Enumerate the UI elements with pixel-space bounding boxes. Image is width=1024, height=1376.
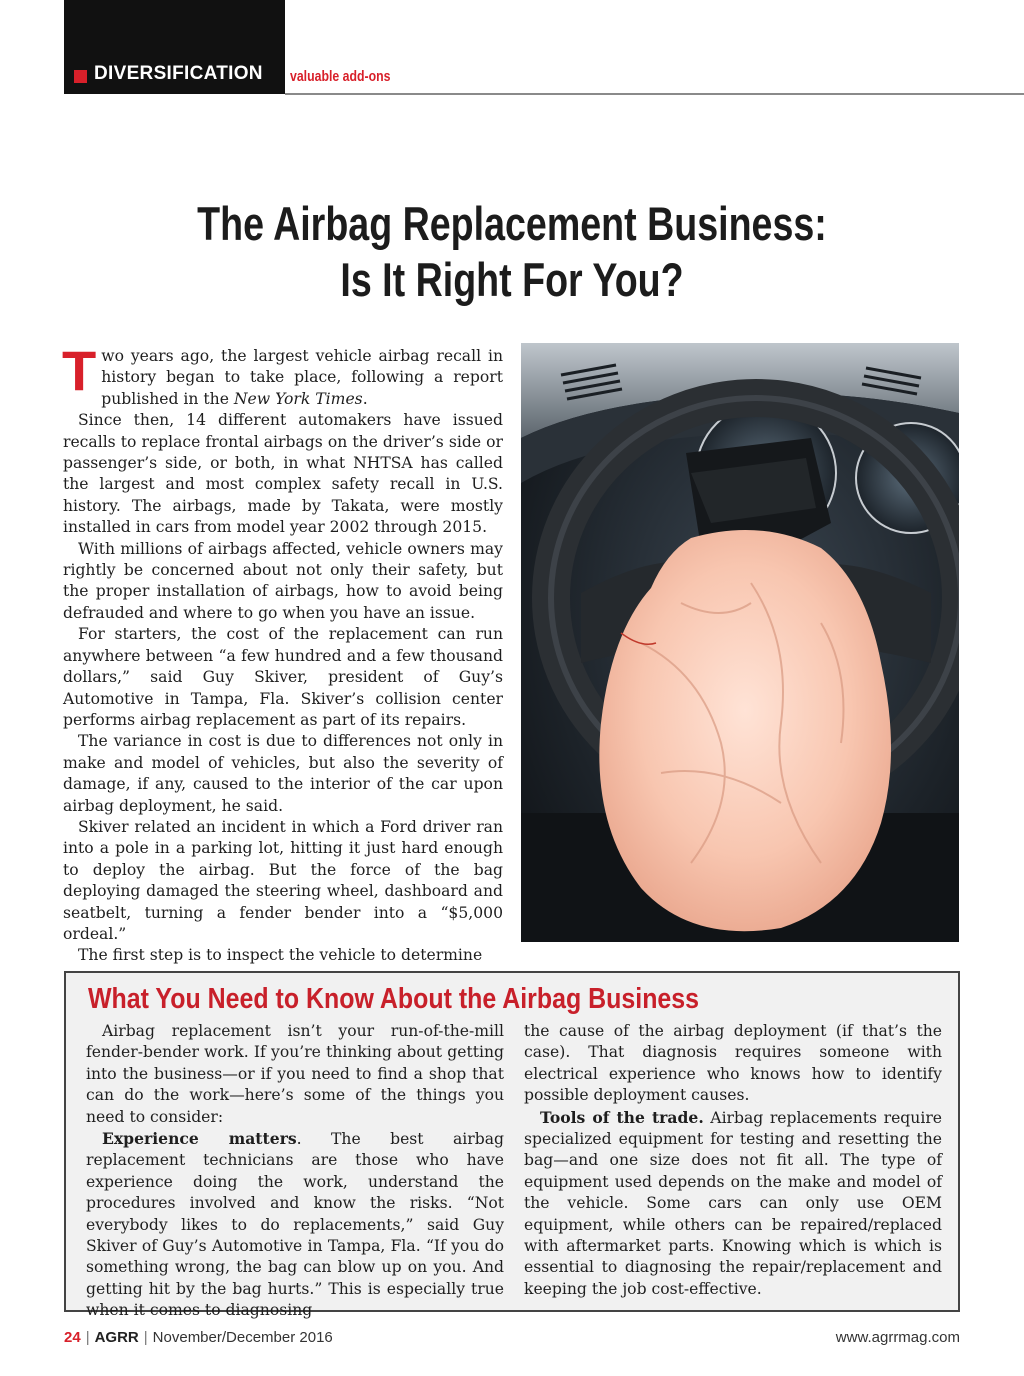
header-rule bbox=[285, 93, 1024, 95]
experience-heading: Experience matters bbox=[102, 1129, 297, 1149]
sidebar-box bbox=[64, 971, 960, 1320]
experience-text: . The best airbag replacement technicians are those who have experience doing the work, understand the procedures involved and know the risks. “Not everybody likes to do replacements,” said Guy Skiver of Guy’s Automotive in Tampa, Fla. “If you do something wrong, the bag can blow up on you. And getting hit by the bag hurts.” This is especially true when it comes to diagnosing bbox=[86, 1130, 504, 1320]
page-number: 24 bbox=[64, 1329, 81, 1346]
sidebar-title: What You Need to Know About the Airbag Business bbox=[88, 983, 700, 1015]
footer-separator: | bbox=[85, 1329, 90, 1346]
article-paragraph-4: For starters, the cost of the replacement can run anywhere between “a few hundred and a few thousand dollars,” said Guy Skiver, president of Guy’s Automotive in Tampa, Fla. Skiver’s collision center performs airbag replacement as part of its repairs. bbox=[63, 625, 503, 729]
sidebar-experience-paragraph bbox=[86, 1128, 504, 1322]
article-paragraph-7: The first step is to inspect the vehicle to determine bbox=[78, 946, 483, 965]
footer-url[interactable]: www.agrrmag.com bbox=[835, 1329, 960, 1346]
sidebar-column-left bbox=[86, 1021, 504, 1322]
sidebar-intro: Airbag replacement isn’t your run-of-the-mill fender-bender work. If you’re thinking about getting into the business—or if you need to find a shop that can do the work—here’s some of the things you need to consider: bbox=[86, 1022, 504, 1126]
section-label: DIVERSIFICATION bbox=[94, 63, 263, 84]
article-body bbox=[62, 339, 503, 967]
magazine-name: AGRR bbox=[94, 1329, 139, 1346]
article-paragraph-2: Since then, 14 different automakers have issued recalls to replace frontal airbags on the driver’s side or passenger’s side, or both, in what NHTSA has called the largest and most complex safety recall in U.S. history. The airbags, made by Takata, were mostly installed in cars from model year 2002 through 2015. bbox=[63, 411, 503, 537]
sidebar-tools-paragraph bbox=[524, 1107, 942, 1301]
sidebar-column-right bbox=[524, 1021, 942, 1300]
p1-text-start: wo years ago, the largest vehicle airbag recall in history began to take place, following a report published in the bbox=[101, 347, 503, 408]
footer-left bbox=[64, 1329, 333, 1346]
footer-separator: | bbox=[143, 1329, 148, 1346]
section-marker-square bbox=[74, 70, 87, 83]
p1-text-end: . bbox=[362, 389, 368, 408]
article-paragraph-6: Skiver related an incident in which a Ford driver ran into a pole in a parking lot, hitting it just hard enough to deploy the airbag. But the force of the bag deploying damaged the steering wheel, dashboard and seatbelt, turning a fender bender into a “$5,000 ordeal.” bbox=[63, 817, 503, 943]
deployed-airbag-photo bbox=[521, 343, 959, 942]
p1-source-title: New York Times bbox=[233, 389, 363, 408]
issue-date: November/December 2016 bbox=[152, 1329, 333, 1346]
article-paragraph-1 bbox=[62, 339, 503, 410]
article-paragraph-3: With millions of airbags affected, vehicle owners may rightly be concerned about not only their safety, but the proper installation of airbags, how to avoid being defrauded and where to go when you have an issue. bbox=[63, 539, 503, 622]
tools-text: Airbag replacements require specialized equipment for testing and resetting the bag—and one size does not fit all. The type of equipment used depends on the make and model of the vehicle. Some cars can only use OEM equipment, while others can be repaired/replaced with aftermarket parts. Knowing which is which is essential to diagnosing the repair/replacement and keeping the job cost-effective. bbox=[524, 1108, 942, 1298]
article-headline bbox=[0, 196, 1024, 308]
drop-cap: T bbox=[62, 339, 97, 402]
sidebar-continued-text: the cause of the airbag deployment (if that’s the case). That diagnosis requires someone with electrical experience who knows how to identify possible deployment causes. bbox=[524, 1022, 942, 1105]
tools-heading: Tools of the trade. bbox=[540, 1107, 704, 1127]
headline-line-1: The Airbag Replacement Business: bbox=[197, 197, 827, 250]
headline-line-2: Is It Right For You? bbox=[340, 253, 684, 306]
section-subtitle: valuable add-ons bbox=[290, 68, 391, 85]
article-paragraph-5: The variance in cost is due to differences not only in make and model of vehicles, but also the severity of damage, if any, caused to the interior of the car upon airbag deployment, he said. bbox=[63, 732, 503, 815]
